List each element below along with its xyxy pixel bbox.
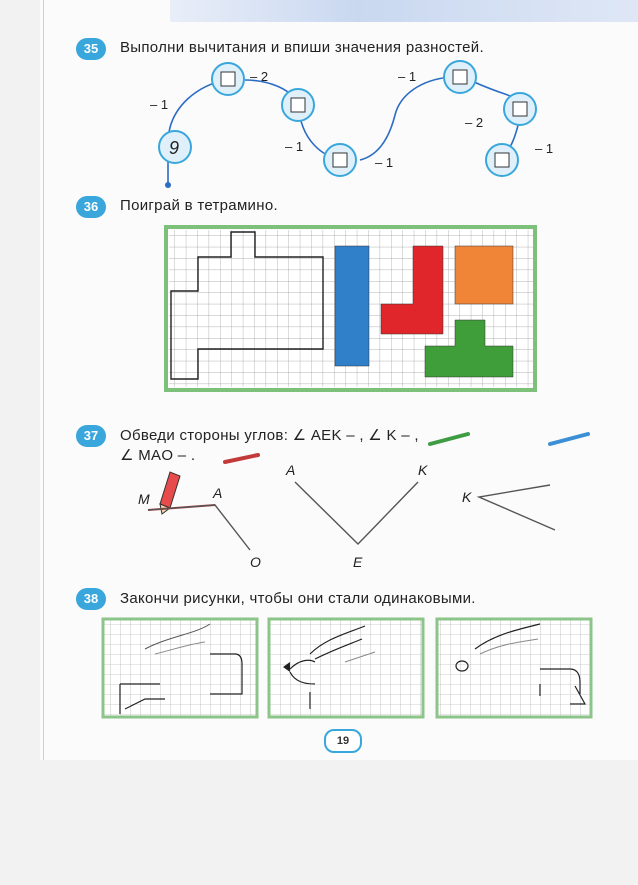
task-35-text: Выполни вычитания и впиши значения разностей. <box>120 39 484 56</box>
angles-figure <box>100 422 620 582</box>
rabbit-drawings <box>100 614 600 724</box>
op-3: – 1 <box>285 139 304 154</box>
task-38-badge: 38 <box>76 588 106 610</box>
op-4: – 1 <box>375 155 394 170</box>
label-k-top: K <box>418 462 428 478</box>
red-pencil <box>225 455 258 462</box>
label-k-mid: K <box>462 489 472 505</box>
start-number: 9 <box>169 138 180 158</box>
subtraction-chain <box>140 55 590 200</box>
op-6: – 2 <box>465 115 484 130</box>
op-5: – 1 <box>398 69 417 84</box>
op-1: – 1 <box>150 97 169 112</box>
label-m: M <box>138 491 150 507</box>
rabbit-panel-2 <box>269 619 423 717</box>
task-37-line2: ∠ MAO – . <box>120 447 196 464</box>
top-decoration <box>170 0 638 22</box>
blue-pencil <box>550 434 588 444</box>
label-a-top: A <box>286 462 296 478</box>
label-a-mid: A <box>213 485 223 501</box>
task-36-badge: 36 <box>76 196 106 218</box>
op-7: – 1 <box>535 141 554 156</box>
task-38-text: Закончи рисунки, чтобы они стали одинаковыми. <box>120 590 476 607</box>
op-2: – 2 <box>250 69 269 84</box>
green-pencil <box>430 434 468 444</box>
task-35-badge: 35 <box>76 38 106 60</box>
task-36-text: Поиграй в тетрамино. <box>120 197 278 214</box>
task-37-badge: 37 <box>76 425 106 447</box>
page-number: 19 <box>324 729 362 753</box>
rabbit-panel-3 <box>437 619 591 717</box>
label-o: O <box>250 554 261 570</box>
binding-line <box>43 0 44 760</box>
task-37-line1: Обведи стороны углов: ∠ AEK – , ∠ K – , <box>120 427 419 444</box>
rabbit-panel-1 <box>103 619 257 717</box>
label-e: E <box>353 554 363 570</box>
tetramino-grid <box>163 224 538 394</box>
